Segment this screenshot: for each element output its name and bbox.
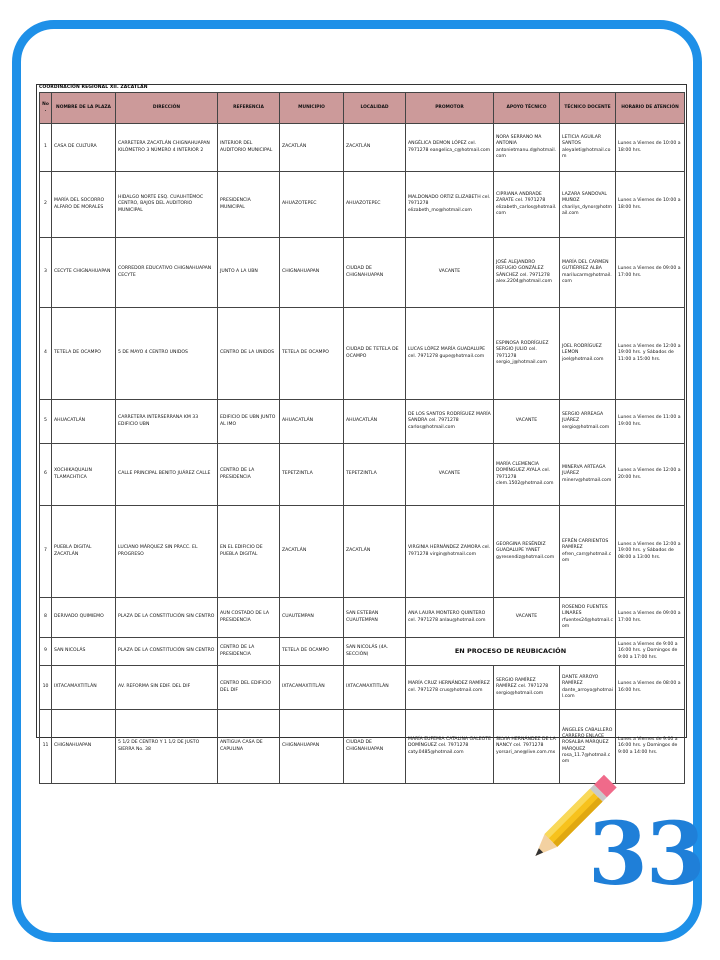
column-header: REFERENCIA	[218, 93, 280, 124]
table-cell: 4	[40, 308, 52, 400]
table-cell: MALDONADO ORTIZ ELIZABETH cel. 7971278 elizabeth_mo@hotmail.com	[406, 172, 494, 238]
table-cell: IXTACAMAXTITLÁN	[52, 666, 116, 710]
table-row	[40, 666, 685, 710]
table-cell: CORREDOR EDUCATIVO CHIGNAHUAPAN CECYTE	[116, 238, 218, 308]
table-cell: CENTRO DE LA PRESIDENCIA	[218, 638, 280, 666]
table-cell: CENTRO DE LA PRESIDENCIA	[218, 444, 280, 506]
table-cell: LETICIA AGUILAR SANTOS aleyaleti@hotmail.com	[560, 124, 616, 172]
table-cell: 9	[40, 638, 52, 666]
table-cell: DANTE ARROYO RAMÍREZ dante_arroyo@hotmail.com	[560, 666, 616, 710]
table-cell: PLAZA DE LA CONSTITUCIÓN SIN CENTRO	[116, 638, 218, 666]
table-cell: CECYTE CHIGNAHUAPAN	[52, 238, 116, 308]
table-cell: HIDALGO NORTE ESQ. CUAUHTÉMOC CENTRO, BAJOS DEL AUDITORIO MUNICIPAL	[116, 172, 218, 238]
table-cell: SERGIO ARREAGA JUÁREZ sergio@hotmail.com	[560, 400, 616, 444]
table-cell: Lunes a Viernes de 12:00 a 19:00 hrs. y Sábados de 08:00 a 13:00 hrs.	[616, 506, 685, 598]
table-cell: SAN ESTEBAN CUAUTEMPAN	[344, 598, 406, 638]
table-cell: 10	[40, 666, 52, 710]
table-cell: EDIFICIO DE UBN JUNTO AL IMO	[218, 400, 280, 444]
table-cell: Lunes a Viernes de 10:00 a 18:00 hrs.	[616, 124, 685, 172]
table-cell: VACANTE	[406, 444, 494, 506]
table-cell: LAZARA SANDOVAL MUÑOZ charilys_dynor@hotmail.com	[560, 172, 616, 238]
table-cell: 3	[40, 238, 52, 308]
table-cell: CENTRO DEL EDIFICIO DEL DIF	[218, 666, 280, 710]
table-cell: CENTRO DE LA UNIDOS	[218, 308, 280, 400]
table-row	[40, 598, 685, 638]
table-cell: LUCAS LÓPEZ MARÍA GUADALUPE cel. 7971278 gupe@hotmail.com	[406, 308, 494, 400]
column-header: LOCALIDAD	[344, 93, 406, 124]
column-header: HORARIO DE ATENCIÓN	[616, 93, 685, 124]
table-cell: AV. REFORMA SIN EDIF. DEL DIF	[116, 666, 218, 710]
table-cell: TEPETZINTLA	[344, 444, 406, 506]
table-cell: ANA LAURA MONTERO QUINTERO cel. 7971278 anlau@hotmail.com	[406, 598, 494, 638]
table-cell: AHUAZOTEPEC	[280, 172, 344, 238]
table-cell: PRESIDENCIA MUNICIPAL	[218, 172, 280, 238]
table-cell: 5 1/2 DE CENTRO Y 1 1/2 DE JUSTO SIERRA No. 38	[116, 710, 218, 784]
table-cell: Lunes a Viernes de 08:00 a 16:00 hrs.	[616, 666, 685, 710]
table-cell: CIUDAD DE TETELA DE OCAMPO	[344, 308, 406, 400]
column-header: TÉCNICO DOCENTE	[560, 93, 616, 124]
table-cell: CIPRIANA ANDRADE ZARATE cel. 7971278 elizabeth_carlos@hotmail.com	[494, 172, 560, 238]
table-cell: ZACATLÁN	[280, 124, 344, 172]
table-cell: JOEL RODRÍGUEZ LEMON joel@hotmail.com	[560, 308, 616, 400]
table-cell: Lunes a Viernes de 09:00 a 17:00 hrs.	[616, 238, 685, 308]
table-cell: 11	[40, 710, 52, 784]
table-row	[40, 400, 685, 444]
table-cell: Lunes a Viernes de 10:00 a 18:00 hrs.	[616, 172, 685, 238]
table-cell: VACANTE	[494, 598, 560, 638]
column-header: APOYO TÉCNICO	[494, 93, 560, 124]
table-cell: NORA SERRANO MA ANTONIA antonietmanu.d@hotmail.com	[494, 124, 560, 172]
table-cell: INTERIOR DEL AUDITORIO MUNICIPAL	[218, 124, 280, 172]
table-cell: VACANTE	[406, 238, 494, 308]
table-cell: CHIGNAHUAPAN	[280, 710, 344, 784]
table-cell: IXTACAMAXTITLÁN	[280, 666, 344, 710]
table-cell: ANGÉLICA DEMON LÓPEZ cel. 7971278 eangelica_c@hotmail.com	[406, 124, 494, 172]
table-cell: Lunes a Viernes de 09:00 a 17:00 hrs.	[616, 598, 685, 638]
table-cell: GEORGINA RESÉNDIZ GUADALUPE YANET gyresendiz@hotmail.com	[494, 506, 560, 598]
table-cell: MINERVA ARTEAGA JUÁREZ minerv@hotmail.com	[560, 444, 616, 506]
table-row	[40, 238, 685, 308]
table-cell: CALLE PRINCIPAL BENITO JUÁREZ CALLE	[116, 444, 218, 506]
table-cell: CARRETERA INTERSERRANA KM 33 EDIFICIO UBN	[116, 400, 218, 444]
table-cell: 1	[40, 124, 52, 172]
region-title: COORDINACIÓN REGIONAL XII. ZACATLÁN	[39, 85, 148, 90]
table-cell: SAN NICOLÁS	[52, 638, 116, 666]
table-cell: CIUDAD DE CHIGNAHUAPAN	[344, 710, 406, 784]
table-cell: 5 DE MAYO 4 CENTRO UNIDOS	[116, 308, 218, 400]
table-cell: ÁNGELES CABALLERO CARRERO ENLACE ROSALBA MÁRQUEZ MÁRQUEZ rosa_11.7@hotmail.com	[560, 710, 616, 784]
table-cell: LUCIANO MÁRQUEZ SIN PRACC. EL PROGRESO	[116, 506, 218, 598]
table-cell: AUN COSTADO DE LA PRESIDENCIA	[218, 598, 280, 638]
table-cell: 8	[40, 598, 52, 638]
plazas-table	[39, 92, 685, 784]
table-row	[40, 444, 685, 506]
table-cell: Lunes a Viernes de 9:00 a 16:00 hrs. y Domingos de 9:00 a 17:00 hrs.	[616, 638, 685, 666]
table-header	[40, 93, 685, 124]
table-cell: DERIVADO QUIMIEMO	[52, 598, 116, 638]
table-cell: 7	[40, 506, 52, 598]
table-cell: CHIGNAHUAPAN	[52, 710, 116, 784]
column-header: PROMOTOR	[406, 93, 494, 124]
column-header: No.	[40, 93, 52, 124]
table-cell: CARRETERA ZACATLÁN CHIGNAHUAPAN KILÓMETRO 3 NÚMERO 4 INTERIOR 2	[116, 124, 218, 172]
table-cell: CIUDAD DE CHIGNAHUAPAN	[344, 238, 406, 308]
table-row	[40, 172, 685, 238]
table-row	[40, 124, 685, 172]
table-cell: SERGIO RAMÍREZ RAMÍREZ cel. 7971278 sergio@hotmail.com	[494, 666, 560, 710]
table-cell: ESPINOSA RODRÍGUEZ SERGIO JULIO cel. 7971278 sergio_j@hotmail.com	[494, 308, 560, 400]
table-cell: 5	[40, 400, 52, 444]
table-cell: VIRGINIA HERNÁNDEZ ZAMORA cel. 7971278 virgin@hotmail.com	[406, 506, 494, 598]
table-cell: TETELA DE OCAMPO	[280, 638, 344, 666]
column-header: MUNICIPIO	[280, 93, 344, 124]
table-cell: CASA DE CULTURA	[52, 124, 116, 172]
table-cell: AHUACATLÁN	[52, 400, 116, 444]
column-header: NOMBRE DE LA PLAZA	[52, 93, 116, 124]
table-cell: Lunes a Viernes de 9:00 a 16:00 hrs. y Domingos de 9:00 a 14:00 hrs.	[616, 710, 685, 784]
table-cell: CUAUTEMPAN	[280, 598, 344, 638]
table-cell: 2	[40, 172, 52, 238]
table-row	[40, 506, 685, 598]
table-cell: AHUACATLÁN	[344, 400, 406, 444]
table-cell: MARÍA CLEMENCIA DOMÍNGUEZ AYALA cel. 7971278 clem.1502@hotmail.com	[494, 444, 560, 506]
table-cell: EN EL EDIFICIO DE PUEBLA DIGITAL	[218, 506, 280, 598]
table-cell: TETELA DE OCAMPO	[280, 308, 344, 400]
table-body	[40, 124, 685, 784]
table-cell: SAN NICOLÁS (4A. SECCIÓN)	[344, 638, 406, 666]
table-cell: DE LOS SANTOS RODRÍGUEZ MARÍA SANDRA cel. 7971278 carlos@hotmail.com	[406, 400, 494, 444]
table-cell: MARÍA CRUZ HERNÁNDEZ RAMÍREZ cel. 7971278 crus@hotmail.com	[406, 666, 494, 710]
table-cell: MARÍA DEL CARMEN GUTIÉRREZ ALBA marilucarm@hotmail.com	[560, 238, 616, 308]
table-cell: Lunes a Viernes de 11:00 a 19:00 hrs.	[616, 400, 685, 444]
table-cell: Lunes a Viernes de 12:00 a 20:00 hrs.	[616, 444, 685, 506]
table-cell: TEPETZINTLA	[280, 444, 344, 506]
table-cell: CHIGNAHUAPAN	[280, 238, 344, 308]
column-header: DIRECCIÓN	[116, 93, 218, 124]
table-cell: PUEBLA DIGITAL ZACATLÁN	[52, 506, 116, 598]
table-cell: VACANTE	[494, 400, 560, 444]
table-cell: 6	[40, 444, 52, 506]
table-cell: IXTACAMAXTITLÁN	[344, 666, 406, 710]
table-cell: AHUACATLÁN	[280, 400, 344, 444]
table-cell: JOSÉ ALEJANDRO REFUGIO GONZÁLEZ SÁNCHEZ cel. 7971278 alex.2204@hotmail.com	[494, 238, 560, 308]
table-cell: ZACATLÁN	[280, 506, 344, 598]
table-cell: MARÍA EUFEMIA CATALINA GALEOTE DOMÍNGUEZ cel. 7971278 caty.0485@hotmail.com	[406, 710, 494, 784]
table-cell: EN PROCESO DE REUBICACIÓN	[406, 638, 616, 666]
table-cell: XOCHIKAQUALIN TLAMACHTICA	[52, 444, 116, 506]
table-cell: ZACATLÁN	[344, 124, 406, 172]
table-row	[40, 308, 685, 400]
table-cell: AHUAZOTEPEC	[344, 172, 406, 238]
table-cell: ZACATLÁN	[344, 506, 406, 598]
table-cell: ANTIGUA CASA DE CAPULINA	[218, 710, 280, 784]
page-number: 33	[588, 804, 704, 905]
table-cell: ROSENDO FUENTES LINARES rfuentes24@hotmail.com	[560, 598, 616, 638]
table-cell: PLAZA DE LA CONSTITUCIÓN SIN CENTRO	[116, 598, 218, 638]
table-cell: JUNTO A LA UBN	[218, 238, 280, 308]
table-cell: TETELA DE OCAMPO	[52, 308, 116, 400]
table-row	[40, 638, 685, 666]
table-cell: SILVIA HERNÁNDEZ DE LA NANCY cel. 7971278 yorsari_ane@live.com.mx	[494, 710, 560, 784]
table-cell: Lunes a Viernes de 12:00 a 19:00 hrs. y Sábados de 11:00 a 15:00 hrs.	[616, 308, 685, 400]
table-cell: MARÍA DEL SOCORRO ALFARO DE MORALES	[52, 172, 116, 238]
table-cell: EFRÉN CARRIENTOS RAMÍREZ efren_carr@hotmail.com	[560, 506, 616, 598]
document-sheet	[36, 84, 687, 764]
